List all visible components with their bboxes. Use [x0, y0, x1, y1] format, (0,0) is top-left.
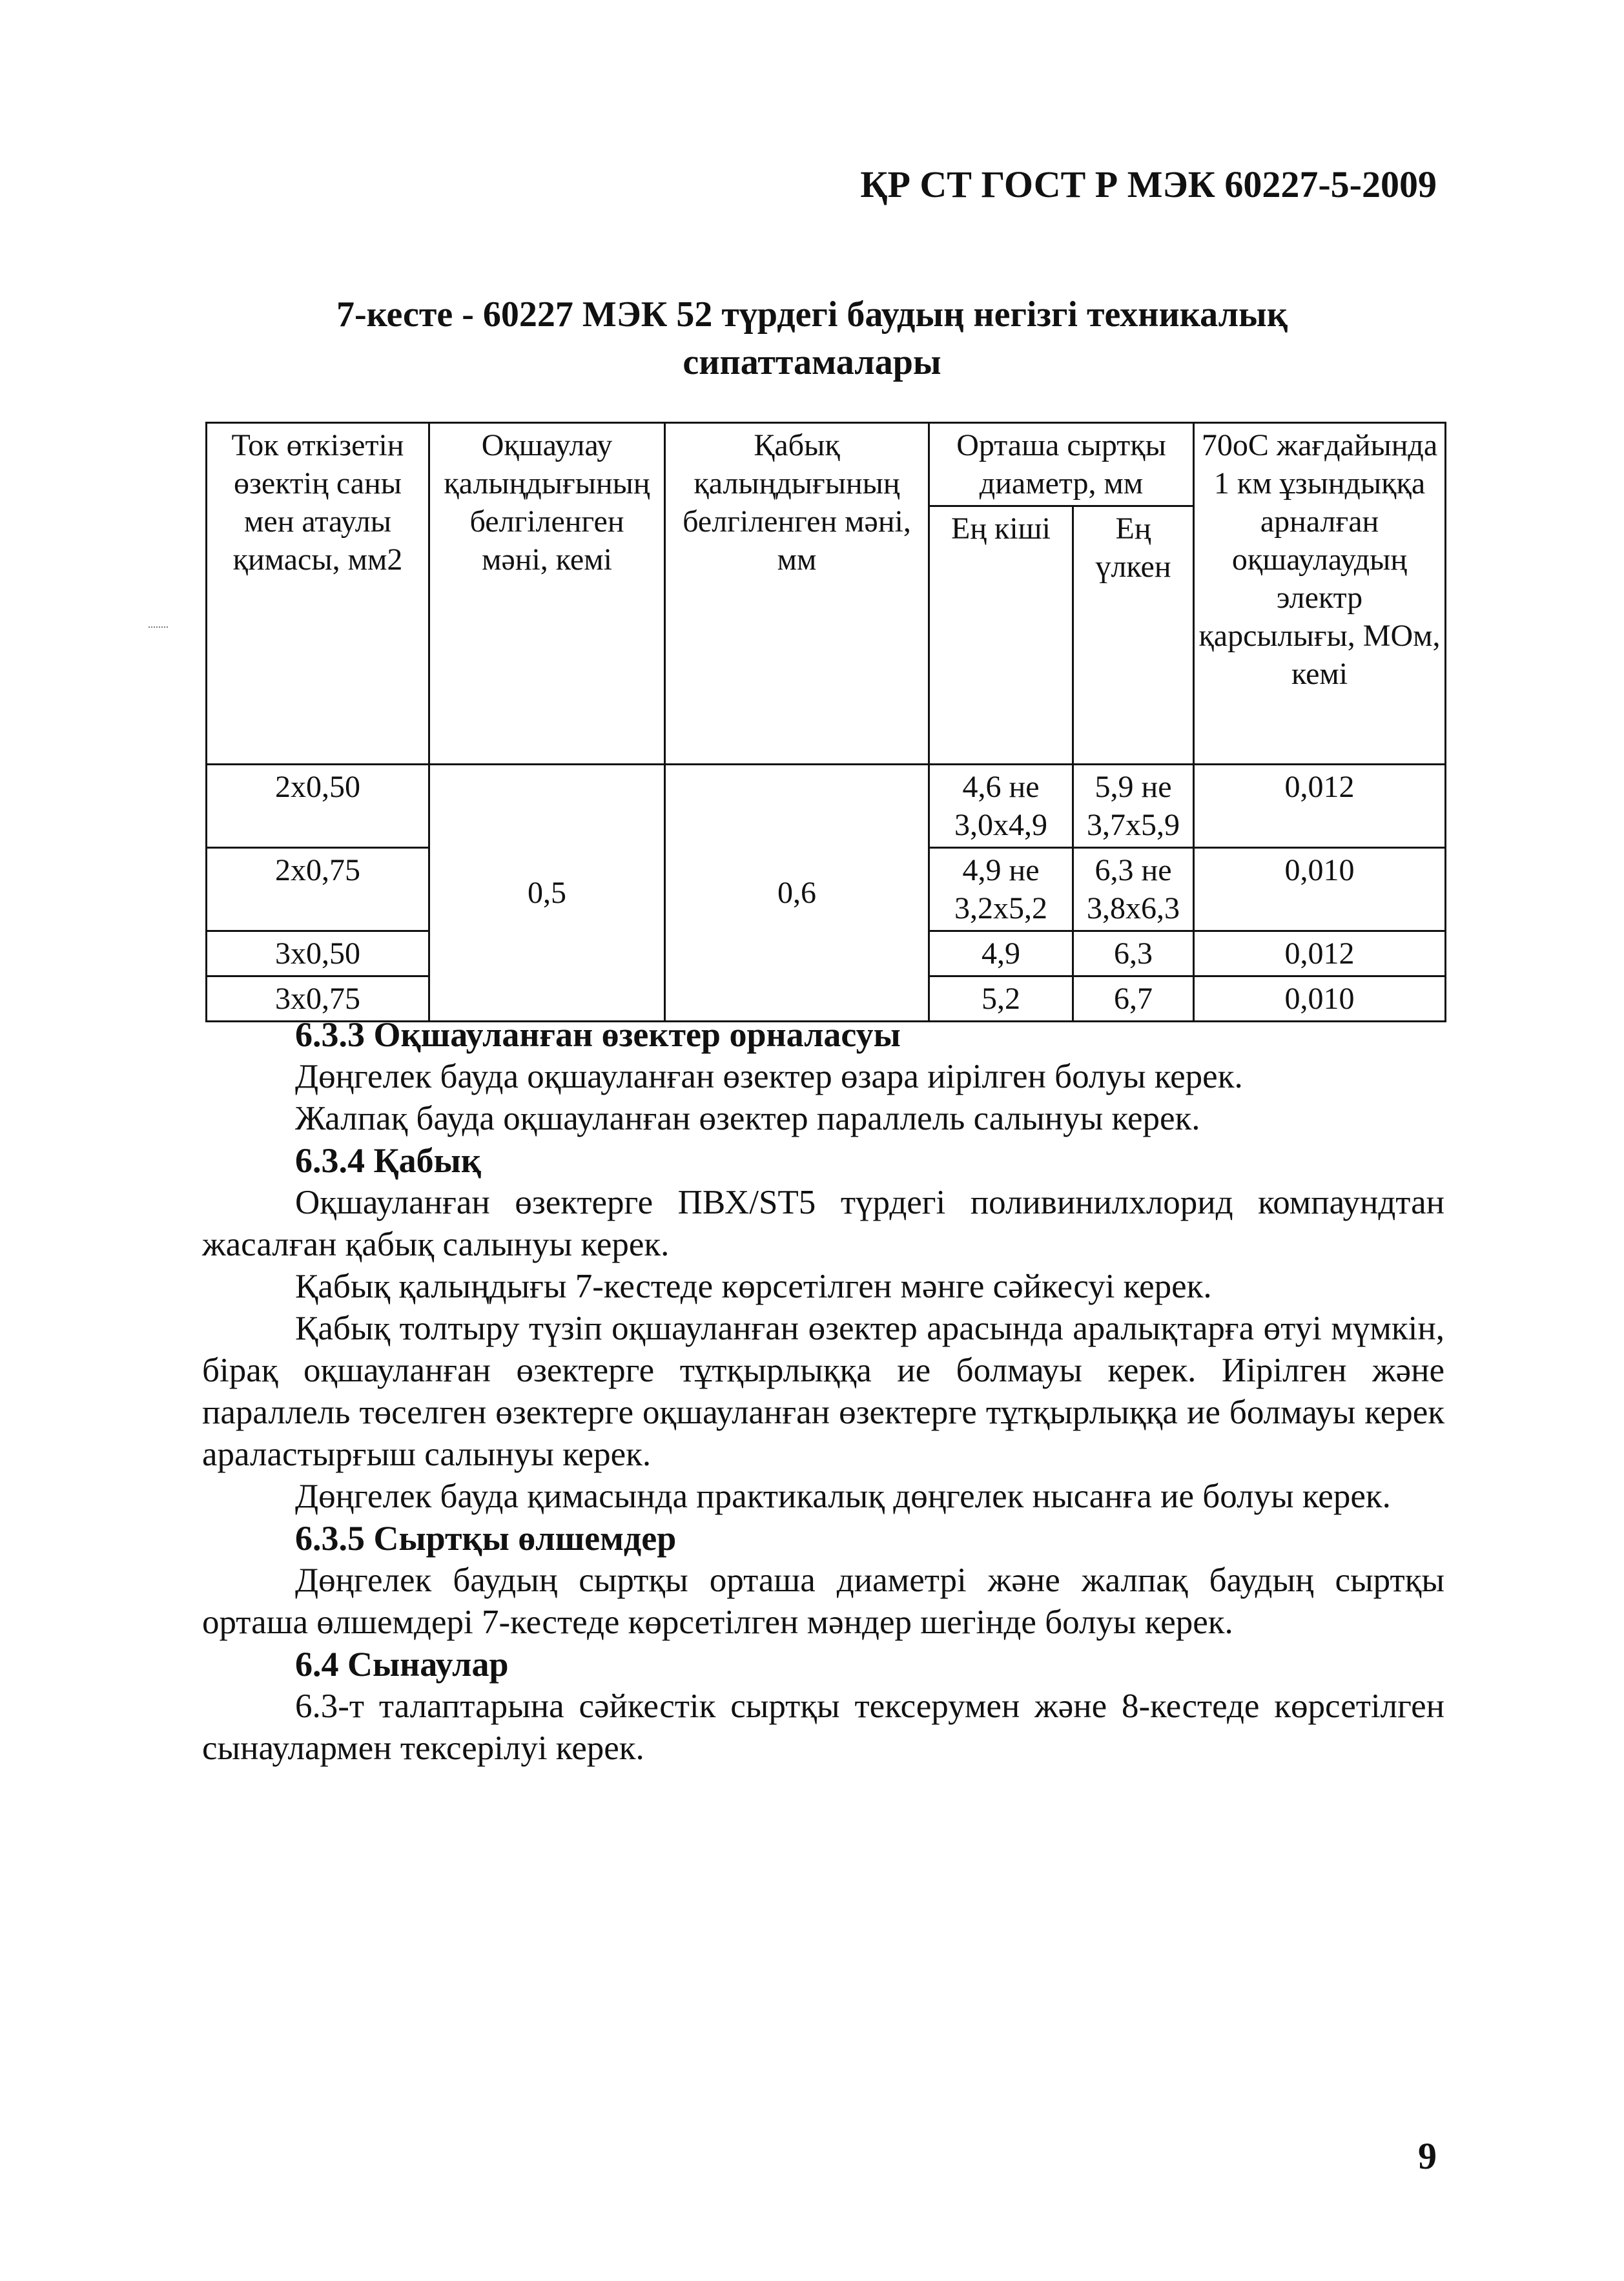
section-heading-6-3-3: 6.3.3 Оқшауланған өзектер орналасуы: [295, 1015, 901, 1054]
paragraph: 6.3-т талаптарына сәйкестік сыртқы тексерумен және 8-кестеде көрсетілген сынаулармен тексерілуі керек.: [202, 1688, 1444, 1767]
table-row: [207, 765, 1446, 848]
paragraph: Қабық қалыңдығы 7-кестеде көрсетілген мәнге сәйкесуі керек.: [295, 1268, 1212, 1305]
header-mean-diameter: Орташа сыртқы диаметр, мм: [929, 423, 1194, 506]
body-text: [202, 1014, 1444, 1770]
cell-diameter-max: 6,3: [1073, 931, 1194, 976]
table-header-row: [207, 423, 1446, 506]
document-code: ҚР СТ ГОСТ Р МЭК 60227-5-2009: [860, 163, 1437, 205]
cell-section: 3х0,75: [207, 976, 429, 1022]
cell-section: 3х0,50: [207, 931, 429, 976]
cell-resistance: 0,012: [1194, 765, 1446, 848]
paragraph: Дөңгелек бауда оқшауланған өзектер өзара иірілген болуы керек.: [295, 1058, 1243, 1095]
page-number: 9: [1418, 2135, 1437, 2177]
scan-mark: [149, 626, 168, 628]
section-heading-6-3-5: 6.3.5 Сыртқы өлшемдер: [295, 1519, 677, 1558]
cell-diameter-min: 4,6 не 3,0х4,9: [929, 765, 1073, 848]
cell-resistance: 0,010: [1194, 848, 1446, 931]
paragraph: Жалпақ бауда оқшауланған өзектер параллель салынуы керек.: [295, 1100, 1200, 1137]
header-sheath-thickness: Қабық қалыңдығының белгіленген мәні, мм: [665, 423, 929, 765]
section-heading-6-4: 6.4 Сынаулар: [295, 1645, 509, 1684]
cell-diameter-max: 6,7: [1073, 976, 1194, 1022]
header-cross-section: Ток өткізетін өзектің саны мен атаулы қимасы, мм2: [207, 423, 429, 765]
paragraph: Оқшауланған өзектерге ПВХ/ST5 түрдегі поливинилхлорид компаундтан жасалған қабық салынуы керек.: [202, 1184, 1444, 1263]
cell-diameter-min: 4,9 не 3,2х5,2: [929, 848, 1073, 931]
cell-diameter-min: 5,2: [929, 976, 1073, 1022]
table-title-line-2: сипаттамалары: [683, 342, 941, 382]
table-title: [207, 291, 1417, 386]
cell-diameter-max: 5,9 не 3,7х5,9: [1073, 765, 1194, 848]
paragraph: Дөңгелек бауда қимасында практикалық дөңгелек нысанға ие болуы керек.: [295, 1478, 1391, 1515]
paragraph: Дөңгелек баудың сыртқы орташа диаметрі және жалпақ баудың сыртқы орташа өлшемдері 7-кестеде көрсетілген мәндер шегінде болуы керек.: [202, 1562, 1444, 1641]
header-insulation-resistance: 70оС жағдайында 1 км ұзындыққа арналған оқшаулаудың электр қарсылығы, МОм, кемі: [1194, 423, 1446, 765]
cell-sheath-merged: 0,6: [665, 765, 929, 1022]
header-insulation-thickness: Оқшаулау қалыңдығының белгіленген мәні, кемі: [429, 423, 665, 765]
cell-section: 2х0,50: [207, 765, 429, 848]
section-heading-6-3-4: 6.3.4 Қабық: [295, 1141, 481, 1180]
cell-section: 2х0,75: [207, 848, 429, 931]
paragraph: Қабық толтыру түзіп оқшауланған өзектер арасында аралықтарға өтуі мүмкін, бірақ оқшауланған өзектерге тұтқырлыққа ие болмауы керек. Иірілген және параллель төселген өзектерге оқшауланған өзектерге тұтқырлыққа ие болмауы керек араластырғыш салынуы керек.: [202, 1310, 1444, 1473]
cell-resistance: 0,012: [1194, 931, 1446, 976]
spec-table: [205, 422, 1446, 1022]
cell-resistance: 0,010: [1194, 976, 1446, 1022]
cell-diameter-max: 6,3 не 3,8х6,3: [1073, 848, 1194, 931]
header-diameter-max: Ең үлкен: [1073, 506, 1194, 765]
header-diameter-min: Ең кіші: [929, 506, 1073, 765]
table-title-line-1: 7-кесте - 60227 МЭК 52 түрдегі баудың негізгі техникалық: [336, 294, 1288, 335]
cell-diameter-min: 4,9: [929, 931, 1073, 976]
cell-insulation-merged: 0,5: [429, 765, 665, 1022]
